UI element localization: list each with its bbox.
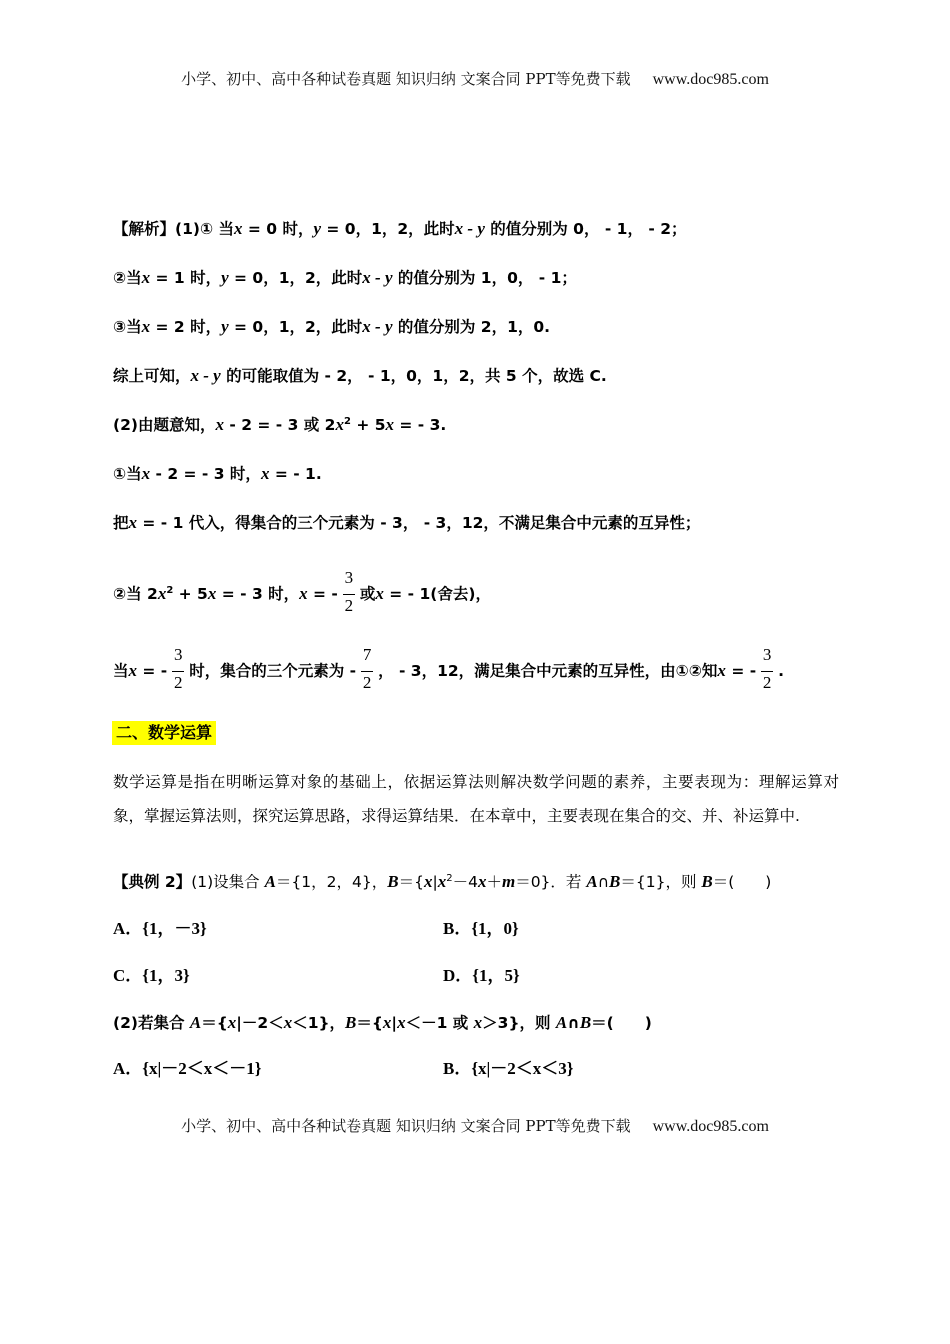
solution-line-1: 【解析】(1)① 当x = 0 时，y = 0，1，2，此时x - y 的值分别为 0， - 1， - 2； xyxy=(113,219,687,238)
option-2b[interactable]: B．{x|－2＜x＜3} xyxy=(443,1059,574,1078)
solution-line-4: 综上可知，x - y 的可能取值为 - 2， - 1，0，1，2，共 5 个，故选 C. xyxy=(113,366,607,385)
solution-line-3: ③当x = 2 时，y = 0，1，2，此时x - y 的值分别为 2，1，0. xyxy=(113,317,551,336)
example-question-2: (2)若集合 A＝{x|－2＜x＜1}，B＝{x|x＜－1 或 x＞3}，则 A∩B＝( ) xyxy=(113,1013,652,1032)
header-url[interactable]: www.doc985.com xyxy=(652,71,769,88)
fraction-three-halves: $\frac{3}{2}$ xyxy=(344,567,354,615)
example-question-1: 【典例 2】(1)设集合 A＝{1，2，4}，$B=\{x|x^2-4x+m=0\}$．若 A∩B＝{1}，则 B＝( ) xyxy=(113,872,772,891)
page-header xyxy=(0,68,950,89)
solution-line-7: 把x = - 1 代入，得集合的三个元素为 - 3， - 3，12，不满足集合中元素的互异性； xyxy=(113,513,701,532)
fraction-three-halves: $\frac{3}{2}$ xyxy=(762,644,772,692)
solution-line-6: ①当x - 2 = - 3 时，x = - 1. xyxy=(113,464,322,483)
solution-line-5: (2)由题意知，x - 2 = - 3 或 $2x^2 + 5x$ = - 3. xyxy=(113,415,447,434)
option-1b[interactable]: B．{1，0} xyxy=(443,919,519,938)
solution-line-8: ②当 $2x^2 + 5x$ = - 3 时，x = - $\frac{3}{2}$ 或x = - 1(舍去)， xyxy=(113,568,491,621)
fraction-seven-halves: $\frac{7}{2}$ xyxy=(362,644,372,692)
header-text: 小学、初中、高中各种试卷真题 知识归纳 文案合同 PPT等免费下载 xyxy=(181,70,631,88)
option-1c[interactable]: C．{1，3} xyxy=(113,966,190,985)
footer-text: 小学、初中、高中各种试卷真题 知识归纳 文案合同 PPT等免费下载 xyxy=(181,1117,631,1135)
solution-tag: 【解析】 xyxy=(113,220,176,238)
solution-line-2: ②当x = 1 时，y = 0，1，2，此时x - y 的值分别为 1，0， - 1； xyxy=(113,268,577,287)
option-2a[interactable]: A．{x|－2＜x＜－1} xyxy=(113,1059,262,1078)
option-1d[interactable]: D．{1，5} xyxy=(443,966,520,985)
footer-url[interactable]: www.doc985.com xyxy=(652,1118,769,1135)
example-tag: 【典例 2】 xyxy=(113,873,192,891)
page-footer xyxy=(0,1115,950,1136)
option-1a[interactable]: A．{1，－3} xyxy=(113,919,207,938)
section-title: 二、数学运算 xyxy=(112,721,216,745)
section-paragraph: 数学运算是指在明晰运算对象的基础上，依据运算法则解决数学问题的素养，主要表现为：理解运算对象，掌握运算法则，探究运算思路，求得运算结果．在本章中，主要表现在集合的交、并、补运算中. xyxy=(113,773,839,825)
fraction-three-halves: $\frac{3}{2}$ xyxy=(173,644,183,692)
solution-line-9: 当x = - $\frac{3}{2}$ 时，集合的三个元素为 - $\frac{7}{2}$ ， - 3，12，满足集合中元素的互异性，由①②知x = - $\frac{3}{2}$ . xyxy=(113,645,784,698)
